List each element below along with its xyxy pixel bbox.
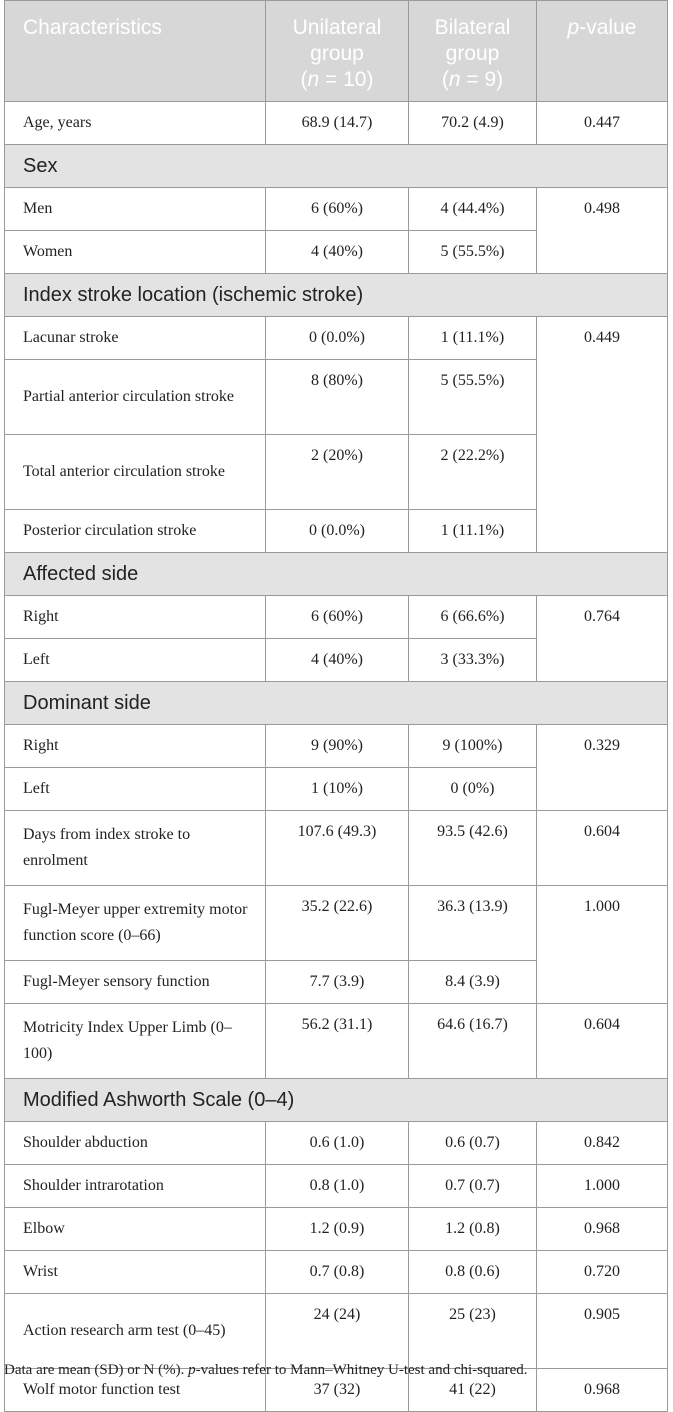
table-row	[5, 102, 668, 145]
section-row-ashworth	[5, 1079, 668, 1122]
unilateral-value: 2 (20%)	[266, 435, 409, 510]
bilateral-value: 5 (55.5%)	[409, 360, 537, 435]
bilateral-value: 9 (100%)	[409, 725, 537, 768]
row-label: Left	[5, 639, 266, 682]
table-header-row	[5, 1, 668, 102]
p-value: 0.905	[537, 1294, 668, 1369]
p-value: 0.968	[537, 1208, 668, 1251]
unilateral-value: 0 (0.0%)	[266, 317, 409, 360]
table-row	[5, 1251, 668, 1294]
bilateral-value: 0.6 (0.7)	[409, 1122, 537, 1165]
row-label: Lacunar stroke	[5, 317, 266, 360]
row-label: Elbow	[5, 1208, 266, 1251]
table-row	[5, 1294, 668, 1369]
p-value: 1.000	[537, 886, 668, 1004]
section-row-affected-side	[5, 553, 668, 596]
section-heading: Index stroke location (ischemic stroke)	[5, 274, 668, 317]
unilateral-value: 1.2 (0.9)	[266, 1208, 409, 1251]
p-value: 1.000	[537, 1165, 668, 1208]
unilateral-value: 56.2 (31.1)	[266, 1004, 409, 1079]
unilateral-value: 35.2 (22.6)	[266, 886, 409, 961]
row-label: Fugl-Meyer upper extremity motor function score (0–66)	[5, 886, 266, 961]
bilateral-value: 1.2 (0.8)	[409, 1208, 537, 1251]
unilateral-value: 4 (40%)	[266, 639, 409, 682]
section-row-sex	[5, 145, 668, 188]
table-row	[5, 1004, 668, 1079]
table-row	[5, 1208, 668, 1251]
section-heading: Modified Ashworth Scale (0–4)	[5, 1079, 668, 1122]
header-p-value: p-value	[537, 1, 668, 102]
row-label: Posterior circulation stroke	[5, 510, 266, 553]
table-row	[5, 886, 668, 961]
row-label: Shoulder abduction	[5, 1122, 266, 1165]
unilateral-value: 0.6 (1.0)	[266, 1122, 409, 1165]
header-bilateral-group: Bilateral group (n = 9)	[409, 1, 537, 102]
row-label: Right	[5, 596, 266, 639]
bilateral-value: 2 (22.2%)	[409, 435, 537, 510]
table-row	[5, 596, 668, 639]
bilateral-value: 70.2 (4.9)	[409, 102, 537, 145]
row-label: Fugl-Meyer sensory function	[5, 961, 266, 1004]
unilateral-value: 6 (60%)	[266, 596, 409, 639]
unilateral-value: 0.8 (1.0)	[266, 1165, 409, 1208]
p-value: 0.498	[537, 188, 668, 274]
bilateral-value: 0.8 (0.6)	[409, 1251, 537, 1294]
unilateral-value: 8 (80%)	[266, 360, 409, 435]
bilateral-value: 5 (55.5%)	[409, 231, 537, 274]
unilateral-value: 37 (32)	[266, 1369, 409, 1412]
bilateral-value: 3 (33.3%)	[409, 639, 537, 682]
unilateral-value: 107.6 (49.3)	[266, 811, 409, 886]
unilateral-value: 68.9 (14.7)	[266, 102, 409, 145]
bilateral-value: 4 (44.4%)	[409, 188, 537, 231]
p-value: 0.329	[537, 725, 668, 811]
section-row-index-stroke	[5, 274, 668, 317]
p-value: 0.447	[537, 102, 668, 145]
row-label: Motricity Index Upper Limb (0–100)	[5, 1004, 266, 1079]
p-value: 0.604	[537, 1004, 668, 1079]
bilateral-value: 25 (23)	[409, 1294, 537, 1369]
table-row	[5, 1122, 668, 1165]
row-label: Right	[5, 725, 266, 768]
p-value: 0.764	[537, 596, 668, 682]
row-label: Men	[5, 188, 266, 231]
unilateral-value: 7.7 (3.9)	[266, 961, 409, 1004]
characteristics-table	[4, 0, 668, 1412]
bilateral-value: 41 (22)	[409, 1369, 537, 1412]
table-row	[5, 188, 668, 231]
p-value: 0.604	[537, 811, 668, 886]
section-heading: Sex	[5, 145, 668, 188]
bilateral-value: 1 (11.1%)	[409, 510, 537, 553]
unilateral-value: 6 (60%)	[266, 188, 409, 231]
row-label: Total anterior circulation stroke	[5, 435, 266, 510]
table-row	[5, 725, 668, 768]
unilateral-value: 24 (24)	[266, 1294, 409, 1369]
unilateral-value: 1 (10%)	[266, 768, 409, 811]
row-label: Days from index stroke to enrolment	[5, 811, 266, 886]
bilateral-value: 36.3 (13.9)	[409, 886, 537, 961]
row-label: Left	[5, 768, 266, 811]
row-label: Shoulder intrarotation	[5, 1165, 266, 1208]
row-label: Age, years	[5, 102, 266, 145]
unilateral-value: 4 (40%)	[266, 231, 409, 274]
bilateral-value: 0 (0%)	[409, 768, 537, 811]
unilateral-value: 0 (0.0%)	[266, 510, 409, 553]
unilateral-value: 0.7 (0.8)	[266, 1251, 409, 1294]
header-characteristics: Characteristics	[5, 1, 266, 102]
section-heading: Dominant side	[5, 682, 668, 725]
bilateral-value: 1 (11.1%)	[409, 317, 537, 360]
header-unilateral-group: Unilateral group (n = 10)	[266, 1, 409, 102]
bilateral-value: 64.6 (16.7)	[409, 1004, 537, 1079]
bilateral-value: 93.5 (42.6)	[409, 811, 537, 886]
p-value: 0.968	[537, 1369, 668, 1412]
p-value: 0.720	[537, 1251, 668, 1294]
table-row	[5, 1165, 668, 1208]
row-label: Partial anterior circulation stroke	[5, 360, 266, 435]
p-value: 0.449	[537, 317, 668, 553]
unilateral-value: 9 (90%)	[266, 725, 409, 768]
bilateral-value: 8.4 (3.9)	[409, 961, 537, 1004]
table-row	[5, 317, 668, 360]
row-label: Wrist	[5, 1251, 266, 1294]
row-label: Wolf motor function test	[5, 1369, 266, 1412]
bilateral-value: 0.7 (0.7)	[409, 1165, 537, 1208]
section-row-dominant-side	[5, 682, 668, 725]
table-footnote: Data are mean (SD) or N (%). p-values refer to Mann–Whitney U-test and chi-squared.	[4, 1362, 528, 1378]
table-row	[5, 811, 668, 886]
row-label: Women	[5, 231, 266, 274]
section-heading: Affected side	[5, 553, 668, 596]
row-label: Action research arm test (0–45)	[5, 1294, 266, 1369]
p-value: 0.842	[537, 1122, 668, 1165]
bilateral-value: 6 (66.6%)	[409, 596, 537, 639]
